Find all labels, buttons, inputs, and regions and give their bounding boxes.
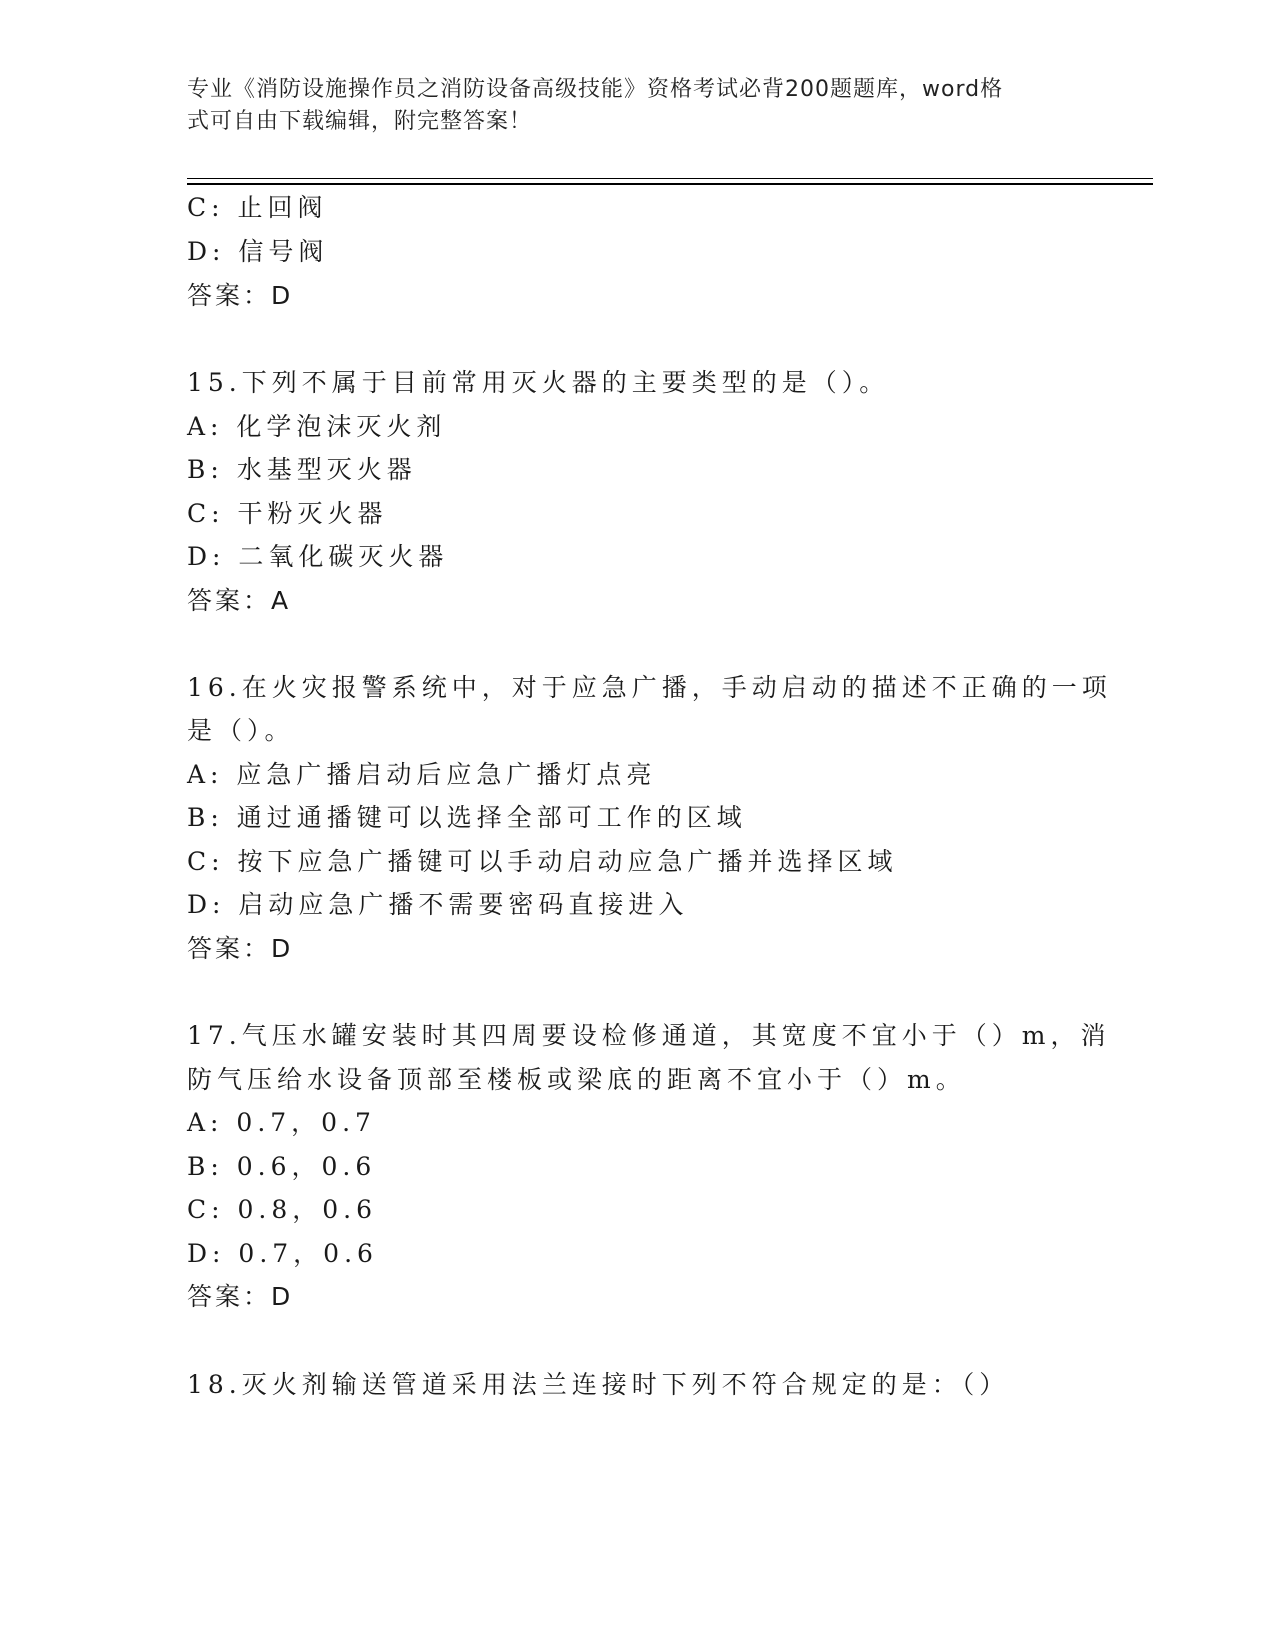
q17-stem-line-1: 17.气压水罐安装时其四周要设检修通道，其宽度不宜小于（）m，消	[187, 1021, 1111, 1050]
q17-option-a: A: 0.7，0.7	[187, 1108, 376, 1137]
q15-option-d: D: 二氧化碳灭火器	[187, 542, 449, 571]
header-line-1: 专业《消防设施操作员之消防设备高级技能》资格考试必背200题题库，word格	[187, 77, 1004, 102]
q17-option-c: C: 0.8，0.6	[187, 1195, 378, 1224]
q16-answer: 答案：D	[187, 934, 294, 963]
q14-option-c: C: 止回阀	[187, 193, 328, 222]
q15-stem: 15.下列不属于目前常用灭火器的主要类型的是（）。	[187, 368, 890, 397]
header-divider-thin	[187, 178, 1153, 179]
q16-option-c: C: 按下应急广播键可以手动启动应急广播并选择区域	[187, 847, 898, 876]
q16-option-b: B: 通过通播键可以选择全部可工作的区域	[187, 803, 747, 832]
q16-option-d: D: 启动应急广播不需要密码直接进入	[187, 890, 689, 919]
q14-option-d: D: 信号阀	[187, 237, 329, 266]
q15-option-a: A: 化学泡沫灭火剂	[187, 412, 447, 441]
q17-option-d: D: 0.7，0.6	[187, 1239, 378, 1268]
q17-stem-line-2: 防气压给水设备顶部至楼板或梁底的距离不宜小于（）m。	[187, 1065, 966, 1094]
q18-stem: 18.灭火剂输送管道采用法兰连接时下列不符合规定的是：（）	[187, 1370, 1010, 1399]
q17-option-b: B: 0.6，0.6	[187, 1152, 377, 1181]
q16-option-a: A: 应急广播启动后应急广播灯点亮	[187, 760, 657, 789]
q14-answer: 答案：D	[187, 281, 294, 310]
q16-stem-line-2: 是（）。	[187, 716, 295, 745]
q15-option-c: C: 干粉灭火器	[187, 499, 388, 528]
q17-answer: 答案：D	[187, 1282, 294, 1311]
header-divider-thick	[187, 183, 1153, 185]
q15-option-b: B: 水基型灭火器	[187, 455, 417, 484]
header-line-2: 式可自由下载编辑，附完整答案！	[187, 109, 533, 134]
q15-answer: 答案：A	[187, 586, 292, 615]
q16-stem-line-1: 16.在火灾报警系统中，对于应急广播，手动启动的描述不正确的一项	[187, 673, 1112, 702]
document-header	[187, 74, 1067, 138]
